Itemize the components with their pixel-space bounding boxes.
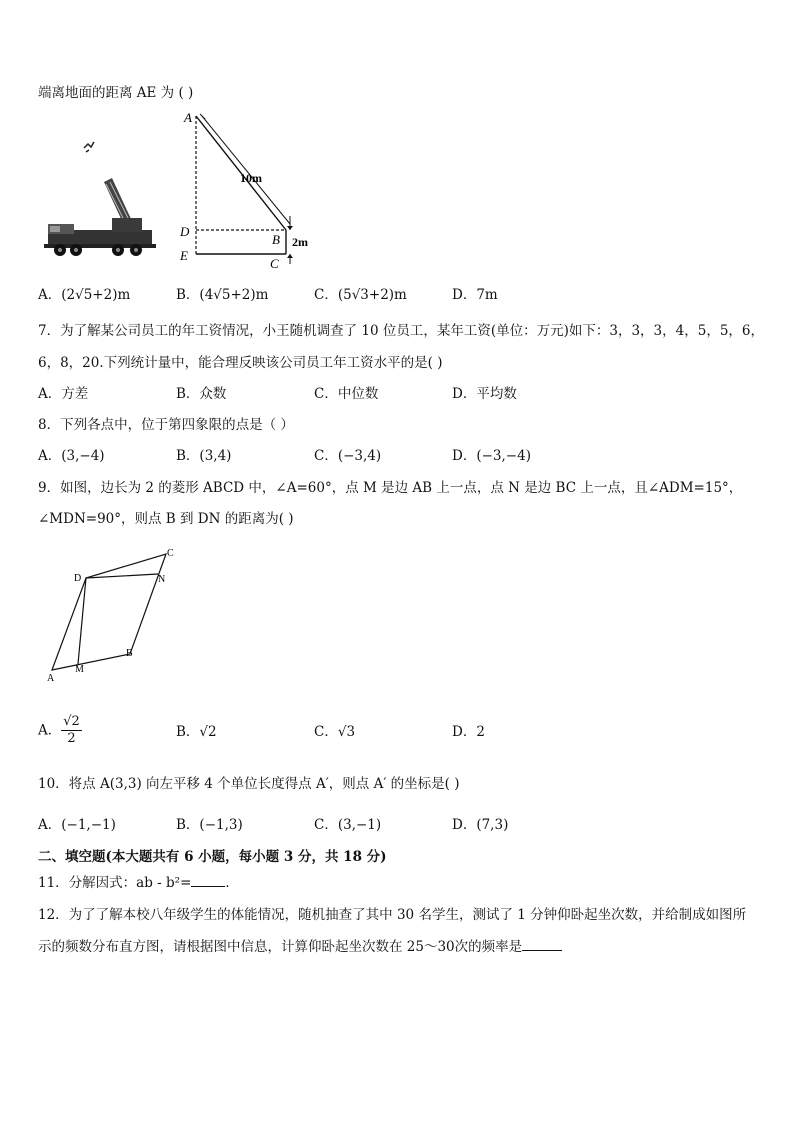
q6-option-b: B．(4√5+2)m — [176, 287, 269, 303]
q6-label-10m: 10m — [240, 171, 262, 185]
q6-ladder-diagram — [172, 104, 322, 274]
q9-label-a: A — [47, 673, 55, 684]
q6-option-a: A．(2√5+2)m — [38, 287, 131, 303]
q10-option-b: B．(−1,3) — [176, 817, 243, 833]
q6-label-b: B — [272, 232, 280, 247]
q6-option-c: C．(5√3+2)m — [314, 287, 407, 303]
q9-label-b: B — [126, 648, 133, 659]
q9-option-a-fraction: $\frac{√2}{2}$ — [63, 714, 80, 746]
q8-option-b: B．(3,4) — [176, 448, 232, 464]
q9-option-b: B．√2 — [176, 724, 217, 740]
q6-option-d: D．7m — [452, 287, 498, 303]
q11-answer-blank[interactable] — [191, 874, 225, 887]
q10-option-a: A．(−1,−1) — [38, 817, 116, 833]
q6-label-e: E — [180, 248, 188, 263]
q6-label-2m: 2m — [292, 235, 308, 249]
q9-label-n: N — [158, 574, 166, 585]
q9-line2: ∠MDN=90°，则点 B 到 DN 的距离为( ) — [38, 511, 294, 527]
q10-option-d: D．(7,3) — [452, 817, 509, 833]
section2-heading: 二、填空题(本大题共有 6 小题，每小题 3 分，共 18 分) — [38, 849, 387, 865]
q9-label-c: C — [167, 548, 174, 559]
q12-answer-blank[interactable] — [522, 938, 562, 951]
q8-line1: 8．下列各点中，位于第四象限的点是（ ） — [38, 417, 294, 433]
q9-label-d: D — [74, 573, 82, 584]
q9-option-c: C．√3 — [314, 724, 356, 740]
q10-option-c: C．(3,−1) — [314, 817, 382, 833]
q7-line1: 7．为了解某公司员工的年工资情况，小王随机调查了 10 位员工，某年工资(单位：万元)如下：3，3，3，4，5，5，6， — [38, 323, 765, 339]
q9-line1: 9．如图，边长为 2 的菱形 ABCD 中，∠A=60°，点 M 是边 AB 上一点，点 N 是边 BC 上一点，且∠ADM=15°， — [38, 480, 743, 496]
q8-option-d: D．(−3,−4) — [452, 448, 531, 464]
q12-line1: 12．为了了解本校八年级学生的体能情况，随机抽查了其中 30 名学生，测试了 1 分钟仰卧起坐次数，并给制成如图所 — [38, 907, 747, 923]
q6-stem-tail: 端离地面的距离 AE 为 ( ) — [38, 85, 194, 101]
q9-option-a: A． $\frac{√2}{2}$ — [38, 714, 80, 746]
q7-line2: 6，8，20.下列统计量中，能合理反映该公司员工年工资水平的是( ) — [38, 355, 443, 371]
q6-label-c: C — [270, 256, 279, 271]
q8-option-a: A．(3,−4) — [38, 448, 105, 464]
q10-line1: 10．将点 A(3,3) 向左平移 4 个单位长度得点 A′，则点 A′ 的坐标是( ) — [38, 776, 460, 792]
q11-line: 11．分解因式：ab - b²= ． — [38, 875, 239, 891]
q9-option-d: D．2 — [452, 724, 485, 740]
q6-firetruck-picture — [40, 138, 160, 268]
q7-option-a: A．方差 — [38, 386, 89, 402]
q6-label-d: D — [180, 224, 190, 239]
q6-label-a: A — [184, 110, 192, 125]
q12-line2: 示的频数分布直方图，请根据图中信息，计算仰卧起坐次数在 25～30次的频率是 — [38, 938, 562, 956]
q7-option-d: D．平均数 — [452, 386, 517, 402]
q7-option-c: C．中位数 — [314, 386, 379, 402]
q7-option-b: B．众数 — [176, 386, 227, 402]
q9-rhombus-diagram — [40, 544, 190, 684]
q9-label-m: M — [75, 664, 84, 675]
q8-option-c: C．(−3,4) — [314, 448, 382, 464]
